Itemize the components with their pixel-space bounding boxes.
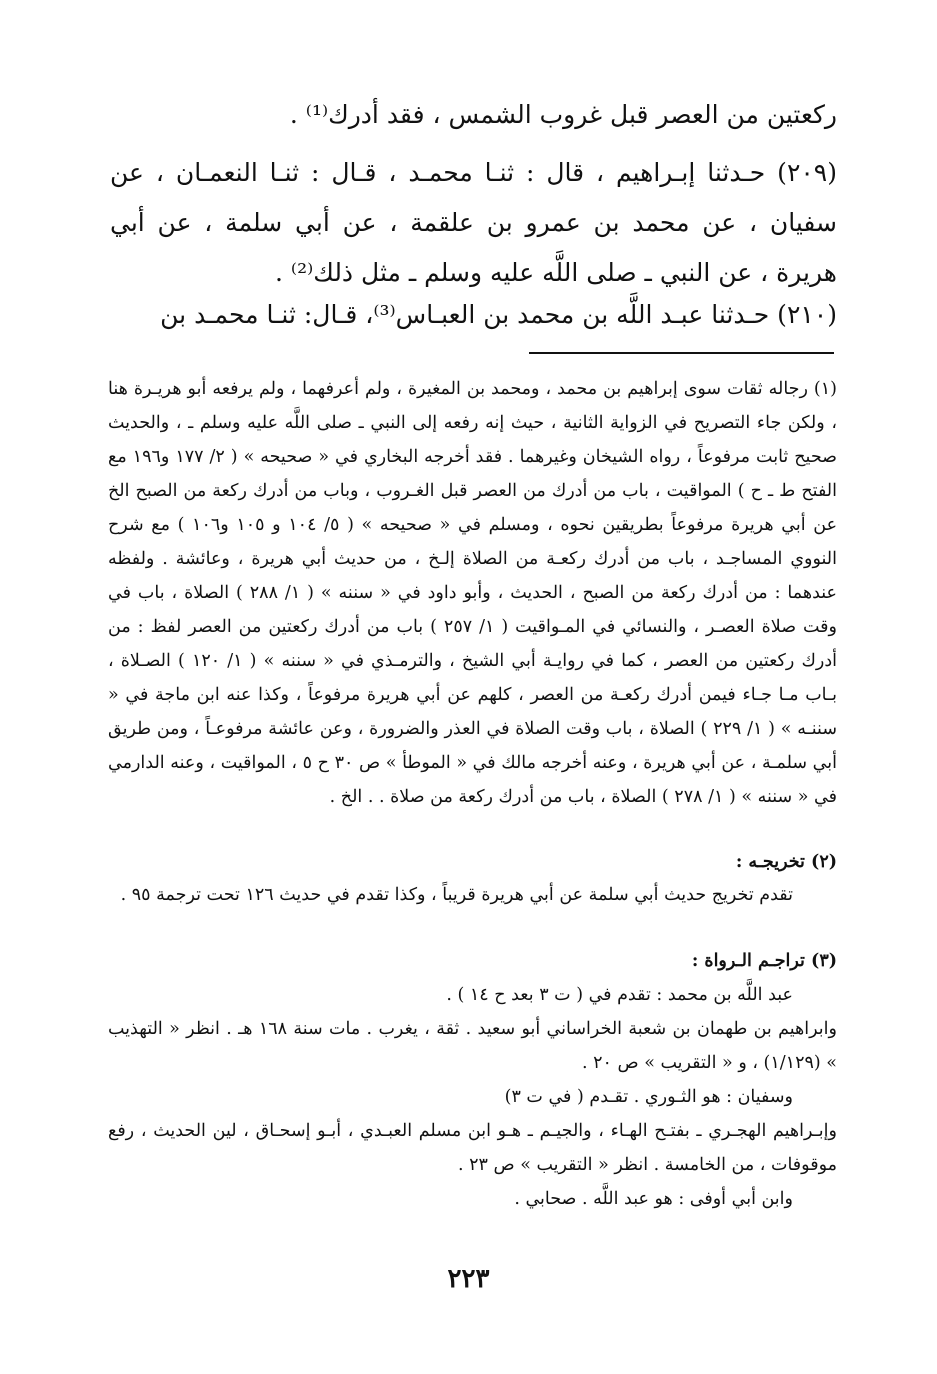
footnote-2-heading	[108, 845, 837, 879]
hadith-208-ending: ركعتين من العصر قبل غروب الشمس ، فقد أدرك⁽¹⁾ .	[289, 100, 837, 129]
narrator-ibn-abi-awfa: وابن أبي أوفى : هو عبد اللَّه . صحابي .	[514, 1189, 793, 1209]
footnote-1	[108, 372, 837, 814]
narrator-ibrahim-hajari: وإبـراهيم الهجـري ـ بفتـح الهـاء ، والجيـم ـ هـو ابن مسلم العبـدي ، أبـو إسحـاق ، لين الحديث ، رفع موقوفات ، من الخامسة . انظر « التقريب » ص ٢٣ .	[108, 1121, 837, 1175]
page-number: ٢٢٣	[447, 1264, 490, 1294]
hadith-209: (٢٠٩) حـدثنا إبـراهيم ، قال : ثنـا محمـد ، قـال : ثنـا النعمـان ، عن سفيان ، عن محمد بن عمرو بن علقمة ، عن أبي سلمة ، عن أبي هريرة ، عن النبي ـ صلى اللَّه عليه وسلم ـ مثل ذلك⁽²⁾ .	[110, 158, 837, 287]
footnote-2-body	[108, 878, 837, 912]
narrator-sufyan: وسفيان : هو الثـوري . تقـدم ( في ت ٣)	[504, 1087, 793, 1107]
footnote-separator	[529, 352, 834, 354]
main-text-line-1	[110, 90, 837, 140]
hadith-209-block	[110, 148, 837, 298]
footnote-2-title: (٢) تخريجـه :	[735, 852, 837, 872]
narrator-ibrahim-tahman: وابراهيم بن طهمان بن شعبة الخراساني أبو سعيد . ثقة ، يغرب . مات سنة ١٦٨ هـ . انظر « التهذيب » (١/١٢٩) ، و « التقريب » ص ٢٠ .	[108, 1019, 837, 1073]
footnote-3	[108, 944, 837, 1216]
narrator-abdullah: عبد اللَّه بن محمد : تقدم في ( ت ٣ بعد ح ١٤ ) .	[446, 985, 793, 1005]
hadith-210-start: (٢١٠) حـدثنا عبـد اللَّه بن محمد بن العبـاس⁽³⁾، قـال: ثنـا محمـد بن	[160, 300, 837, 329]
hadith-210-block	[110, 290, 837, 340]
footnote-3-title: (٣) تراجـم الـرواة :	[691, 951, 837, 971]
footnote-1-text: (١) رجاله ثقات سوى إبراهيم بن محمد ، ومحمد بن المغيرة ، ولم أعرفهما ، ولم يرفعه أبو هريـرة هنا ، ولكن جاء التصريح في الزواية الثانية ، حيث إنه رفعه إلى النبي ـ صلى اللَّه عليه وسلم ـ ، والحديث صحيح ثابت مرفوعاً ، رواه الشيخان وغيرهما . فقد أخرجه البخاري في « صحيحه » ( ٢/ ١٧٧ و١٩٦ مع الفتح ط ـ ح ) المواقيت ، باب من أدرك من العصر قبل الغـروب ، وباب من أدرك ركعة من الصبح الخ عن أبي هريرة مرفوعاً بطريقين نحوه ، ومسلم في « صحيحه » ( ٥/ ١٠٤ و ١٠٥ و١٠٦ ) مع شرح النووي المساجـد ، باب من أدرك ركعـة من الصلاة إلـخ ، من حديث أبي هريرة ، وعائشة . ولفظه عندهما : من أدرك ركعة من الصبح ، الحديث ، وأبو داود في « سننه » ( ١/ ٢٨٨ ) الصلاة ، باب في وقت صلاة العصـر ، والنسائي في المـواقيت ( ١/ ٢٥٧ ) باب من أدرك ركعتين من العصر لفظ : من أدرك ركعتين من العصر ، كما في روايـة أبي الشيخ ، والترمـذي في « سننه » ( ١/ ١٢٠ ) الصـلاة ، بـاب مـا جـاء فيمن أدرك ركعـة من العصر ، كلهم عن أبي هريرة مرفوعاً ، وكذا عنه ابن ماجة في « سننـه » ( ١/ ٢٢٩ ) الصلاة ، باب وقت الصلاة في العذر والضرورة ، وعن عائشة مرفوعـاً ، ومن طريق أبي سلمـة ، عن أبي هريرة ، وعنه أخرجه مالك في « الموطأ » ص ٣٠ ح ٥ ، المواقيت ، وعنه الدارمي في « سننه » ( ١/ ٢٧٨ ) الصلاة ، باب من أدرك ركعة من صلاة . . الخ .	[108, 379, 838, 807]
footnote-2-text: تقدم تخريج حديث أبي سلمة عن أبي هريرة قريباً ، وكذا تقدم في حديث ١٢٦ تحت ترجمة ٩٥ .	[120, 885, 793, 905]
